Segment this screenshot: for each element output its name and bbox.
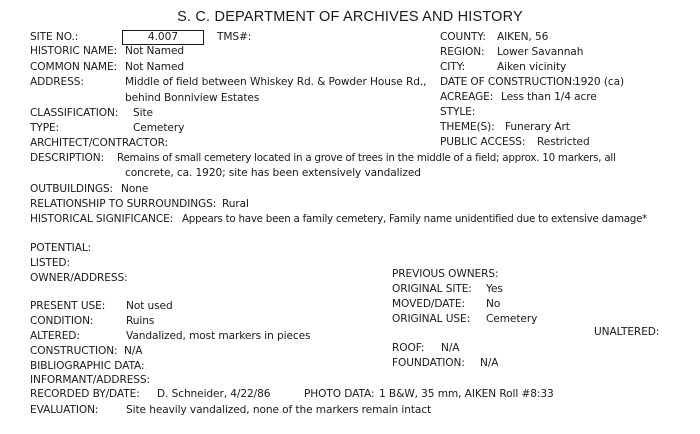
evaluation-label: EVALUATION: [30,404,99,416]
county-value: AIKEN, 56 [497,31,549,43]
original-site-label: ORIGINAL SITE: [392,283,472,295]
photo-data-label: PHOTO DATA: [304,388,375,400]
style-label: STYLE: [440,106,476,118]
classification-label: CLASSIFICATION: [30,107,119,119]
listed-label: LISTED: [30,257,70,269]
construction-label: CONSTRUCTION: [30,345,118,357]
previous-owners-label: PREVIOUS OWNERS: [392,268,499,280]
address-line-2: behind Bonniview Estates [125,92,260,104]
address-line-1: Middle of field between Whiskey Rd. & Powder House Rd., [125,76,427,88]
foundation-label: FOUNDATION: [392,357,465,369]
site-no-label: SITE NO.: [30,31,79,43]
present-use-label: PRESENT USE: [30,300,106,312]
photo-data-value: 1 B&W, 35 mm, AIKEN Roll #8:33 [379,388,554,400]
city-value: Aiken vicinity [497,61,567,73]
informant-address-label: INFORMANT/ADDRESS: [30,374,151,386]
significance-label: HISTORICAL SIGNIFICANCE: [30,213,174,225]
condition-label: CONDITION: [30,315,94,327]
public-access-value: Restricted [537,136,590,148]
moved-date-label: MOVED/DATE: [392,298,465,310]
recorded-by-label: RECORDED BY/DATE: [30,388,140,400]
relationship-label: RELATIONSHIP TO SURROUNDINGS: [30,198,217,210]
altered-label: ALTERED: [30,330,80,342]
bibliographic-data-label: BIBLIOGRAPHIC DATA: [30,360,145,372]
common-name-value: Not Named [125,61,185,73]
description-label: DESCRIPTION: [30,152,105,164]
classification-value: Site [133,107,153,119]
region-value: Lower Savannah [497,46,584,58]
acreage-label: ACREAGE: [440,91,494,103]
date-of-construction-value: 1920 (ca) [574,76,625,88]
condition-value: Ruins [126,315,155,327]
significance-value: Appears to have been a family cemetery, Family name unidentified due to extensive damage* [182,213,648,225]
potential-label: POTENTIAL: [30,242,92,254]
site-no-value: 4.007 [122,30,204,45]
altered-value: Vandalized, most markers in pieces [126,330,311,342]
form-header: S. C. DEPARTMENT OF ARCHIVES AND HISTORY [177,9,523,25]
outbuildings-label: OUTBUILDINGS: [30,183,114,195]
present-use-value: Not used [126,300,173,312]
themes-label: THEME(S): [440,121,495,133]
themes-value: Funerary Art [505,121,570,133]
public-access-label: PUBLIC ACCESS: [440,136,526,148]
historic-name-value: Not Named [125,45,185,57]
architect-label: ARCHITECT/CONTRACTOR: [30,137,169,149]
type-label: TYPE: [30,122,60,134]
unaltered-label: UNALTERED: [594,326,660,338]
region-label: REGION: [440,46,485,58]
description-line-1: Remains of small cemetery located in a grove of trees in the middle of a field; approx. 10 markers, all [117,152,616,164]
type-value: Cemetery [133,122,185,134]
owner-address-label: OWNER/ADDRESS: [30,272,128,284]
recorded-by-value: D. Schneider, 4/22/86 [157,388,271,400]
date-of-construction-label: DATE OF CONSTRUCTION: [440,76,576,88]
outbuildings-value: None [121,183,149,195]
tms-label: TMS#: [217,31,252,43]
roof-label: ROOF: [392,342,425,354]
evaluation-value: Site heavily vandalized, none of the markers remain intact [126,404,432,416]
original-use-label: ORIGINAL USE: [392,313,471,325]
original-use-value: Cemetery [486,313,538,325]
foundation-value: N/A [480,357,499,369]
city-label: CITY: [440,61,466,73]
roof-value: N/A [441,342,460,354]
county-label: COUNTY: [440,31,486,43]
description-line-2: concrete, ca. 1920; site has been extensively vandalized [125,167,421,179]
original-site-value: Yes [486,283,503,295]
address-label: ADDRESS: [30,76,84,88]
acreage-value: Less than 1/4 acre [501,91,597,103]
common-name-label: COMMON NAME: [30,61,118,73]
historic-name-label: HISTORIC NAME: [30,45,118,57]
construction-value: N/A [124,345,143,357]
relationship-value: Rural [222,198,249,210]
moved-date-value: No [486,298,501,310]
